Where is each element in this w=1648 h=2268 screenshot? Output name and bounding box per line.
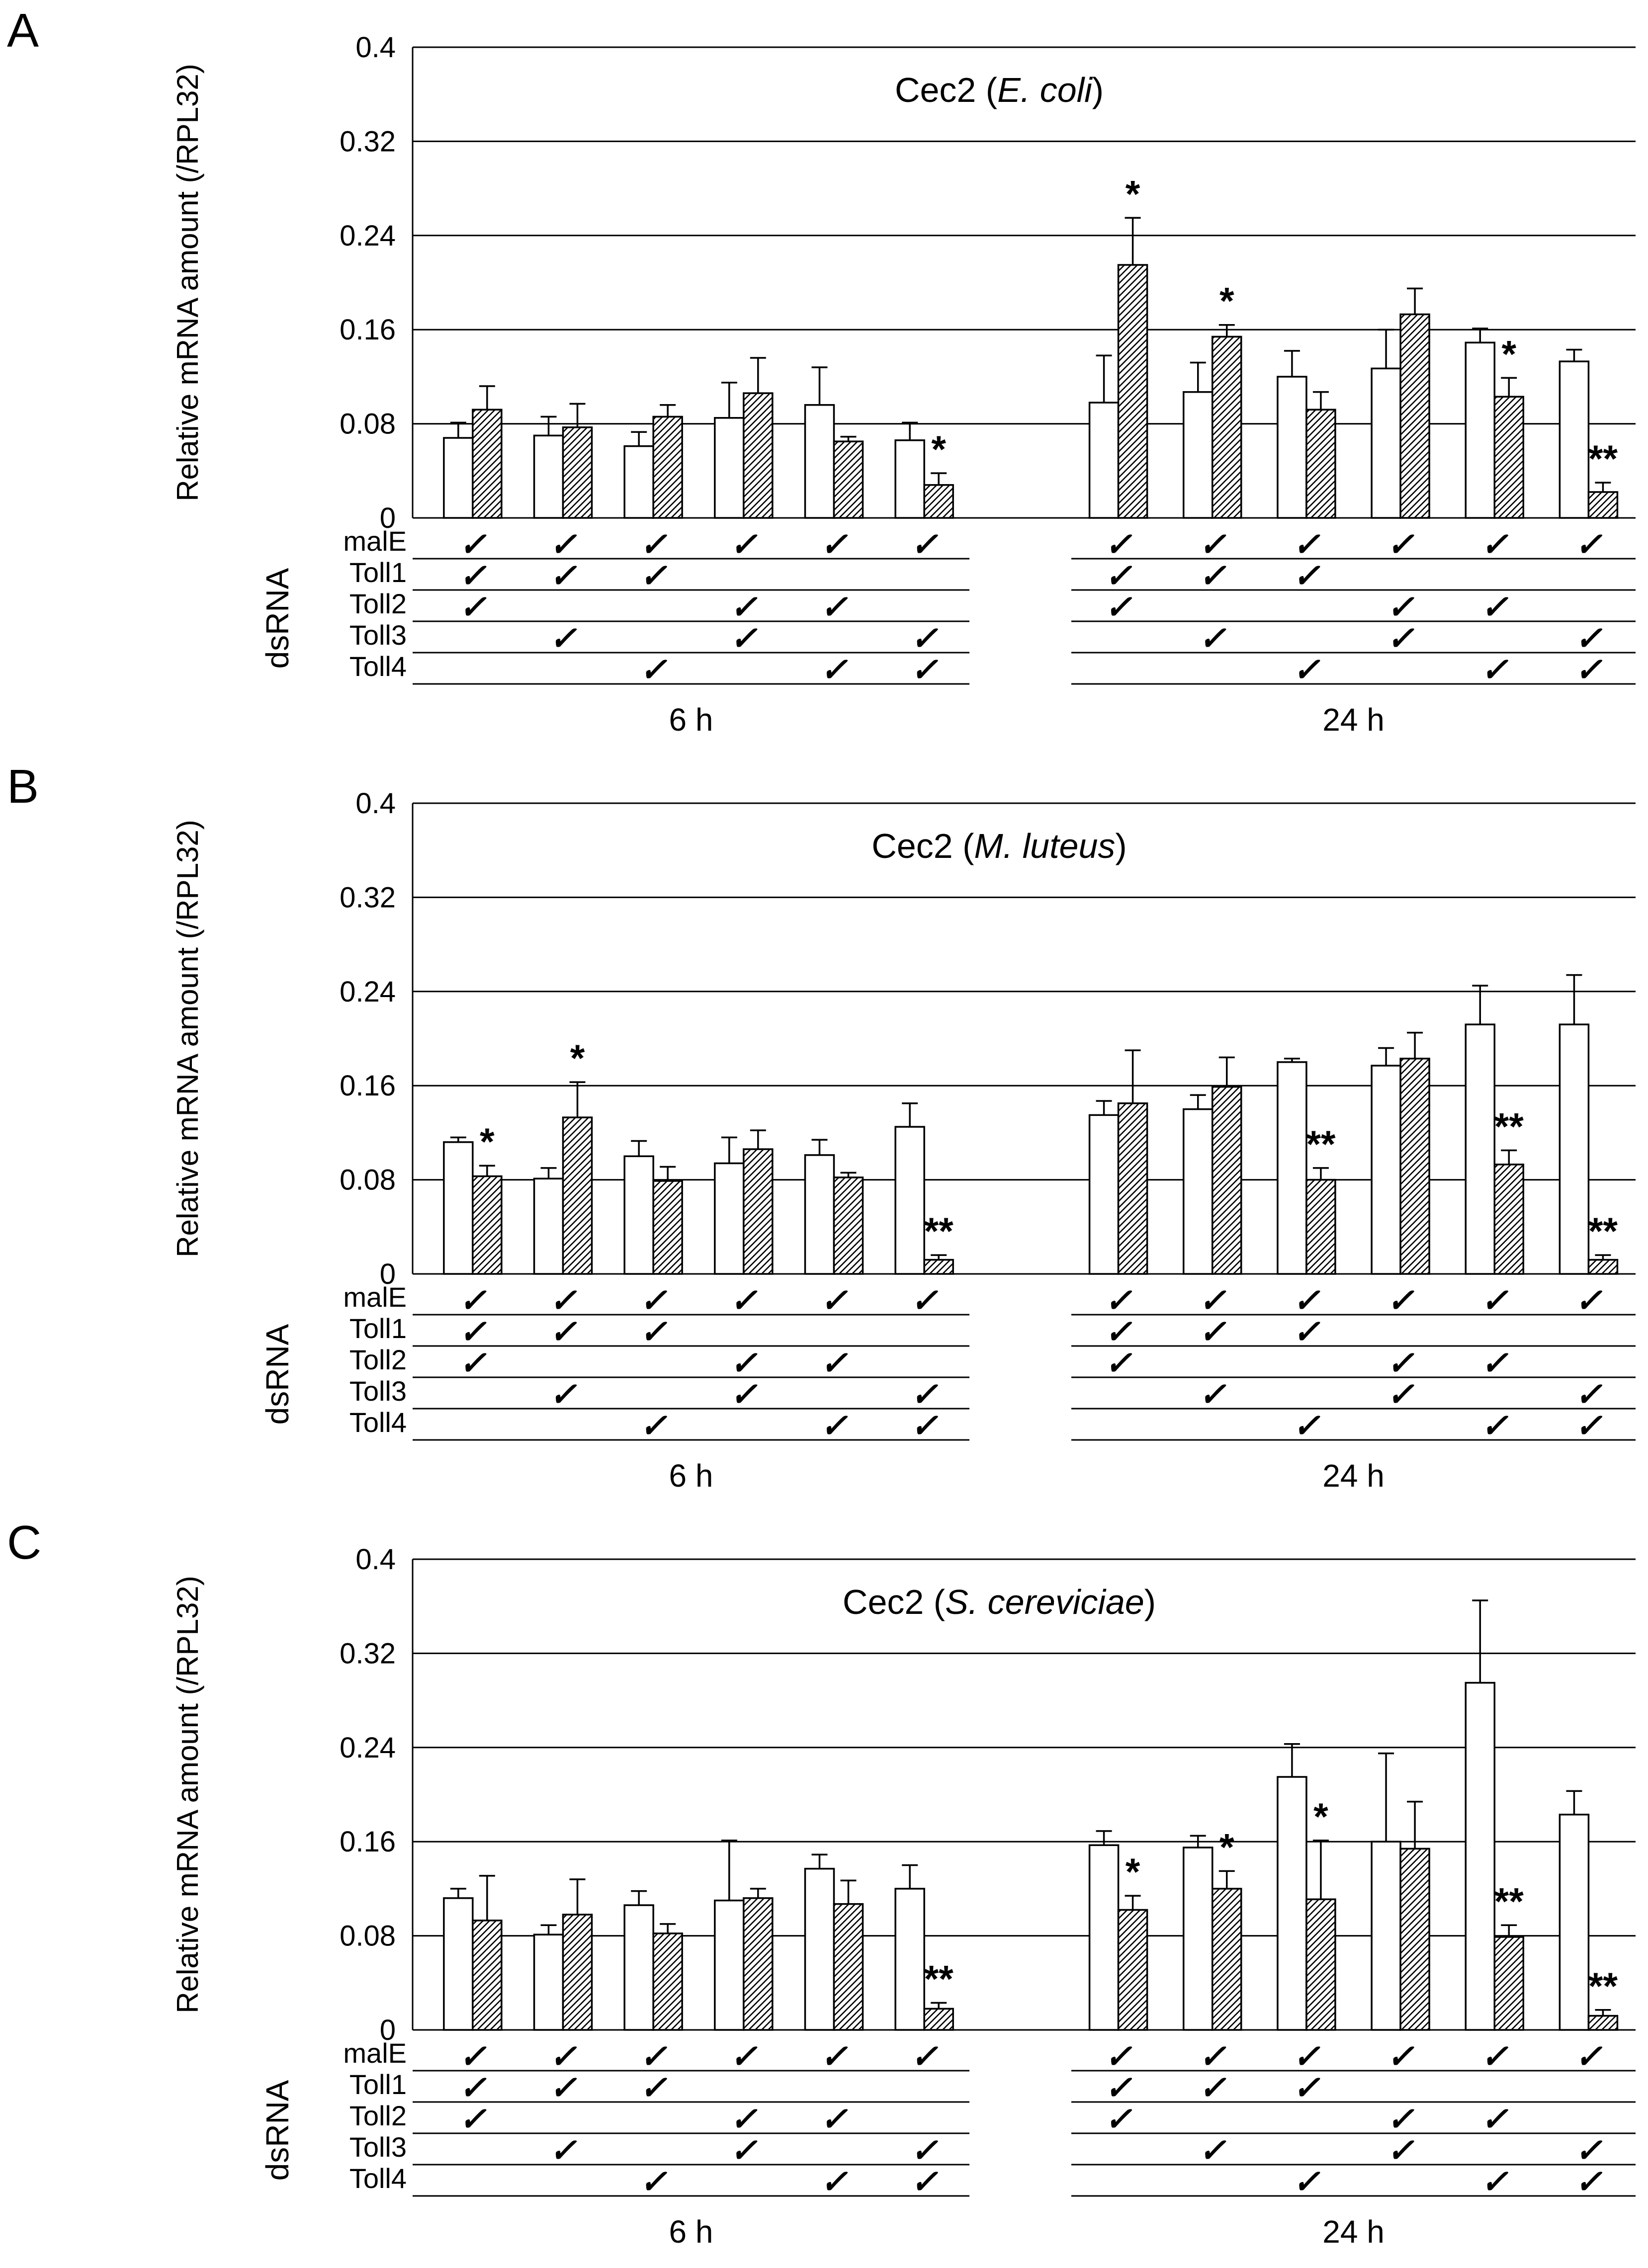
checkmark: ✓ — [1480, 2038, 1508, 2075]
treatment-bar — [834, 441, 863, 518]
time-label: 6 h — [669, 702, 713, 738]
checkmark: ✓ — [1104, 1282, 1132, 1319]
checkmark: ✓ — [1104, 1313, 1132, 1350]
control-bar — [1184, 1109, 1213, 1274]
checkmark: ✓ — [730, 2132, 758, 2169]
chart-title-prefix: Cec2 ( — [871, 827, 974, 865]
checkmark: ✓ — [459, 1344, 487, 1381]
panel-C — [0, 1512, 1648, 2268]
checkmark: ✓ — [1387, 588, 1414, 625]
checkmark: ✓ — [1387, 620, 1414, 657]
chart-title — [843, 1583, 1156, 1621]
checkmark: ✓ — [459, 1313, 487, 1350]
checkmark: ✓ — [459, 588, 487, 625]
checkmark: ✓ — [1199, 2069, 1226, 2106]
significance-marker: * — [1501, 333, 1517, 376]
checkmark: ✓ — [639, 1313, 667, 1350]
control-bar — [534, 1178, 563, 1274]
checkmark: ✓ — [1574, 1282, 1603, 1319]
treatment-bar — [563, 1915, 592, 2030]
checkmark: ✓ — [910, 1282, 938, 1319]
time-label: 24 h — [1322, 702, 1385, 738]
control-bar — [1278, 377, 1306, 518]
significance-marker: ** — [1306, 1123, 1336, 1166]
checkmark: ✓ — [910, 1407, 938, 1444]
checkmark: ✓ — [549, 1282, 577, 1319]
treatment-bar — [924, 2009, 953, 2030]
checkmark: ✓ — [820, 2163, 848, 2200]
treatment-bar — [744, 1898, 773, 2030]
control-bar — [895, 1889, 924, 2030]
checkmark: ✓ — [730, 620, 758, 657]
treatment-bar — [924, 485, 953, 518]
dsrna-axis-label: dsRNA — [260, 2080, 295, 2181]
chart-title-suffix: ) — [1115, 827, 1127, 865]
checkmark: ✓ — [1574, 2132, 1603, 2169]
treatment-bar — [1494, 1165, 1523, 1274]
treatment-bar — [473, 1176, 502, 1274]
y-tick-label: 0.32 — [340, 125, 396, 158]
checkmark: ✓ — [1199, 526, 1226, 563]
dsrna-axis-label: dsRNA — [260, 568, 295, 669]
checkmark: ✓ — [1104, 526, 1132, 563]
treatment-bar — [1119, 265, 1147, 518]
checkmark: ✓ — [1293, 526, 1320, 563]
treatment-bar — [834, 1904, 863, 2030]
significance-marker: * — [570, 1037, 585, 1080]
control-bar — [1278, 1777, 1306, 2030]
control-bar — [1466, 1683, 1494, 2030]
y-tick-label: 0.16 — [340, 314, 396, 346]
significance-marker: ** — [1494, 1880, 1524, 1923]
control-bar — [1090, 1845, 1119, 2030]
treatment-bar — [563, 427, 592, 518]
checkmark: ✓ — [459, 526, 487, 563]
control-bar — [1560, 1815, 1588, 2030]
checkmark: ✓ — [1199, 1313, 1226, 1350]
checkmark: ✓ — [639, 651, 667, 688]
treatment-bar — [653, 417, 682, 518]
chart-title-suffix: ) — [1092, 71, 1104, 109]
control-bar — [1466, 1024, 1494, 1274]
control-bar — [895, 440, 924, 518]
significance-marker: ** — [1494, 1105, 1524, 1148]
checkmark: ✓ — [820, 651, 848, 688]
checkmark: ✓ — [820, 2038, 848, 2075]
checkmark: ✓ — [1199, 1376, 1226, 1413]
dsrna-row-label: Toll2 — [349, 1344, 407, 1375]
checkmark: ✓ — [1480, 1407, 1508, 1444]
checkmark: ✓ — [1574, 1376, 1603, 1413]
checkmark: ✓ — [549, 1313, 577, 1350]
treatment-bar — [1306, 410, 1335, 518]
checkmark: ✓ — [1293, 557, 1320, 594]
checkmark: ✓ — [459, 2100, 487, 2137]
treatment-bar — [744, 1149, 773, 1274]
checkmark: ✓ — [1480, 588, 1508, 625]
control-bar — [534, 435, 563, 518]
significance-marker: ** — [1588, 1210, 1618, 1253]
checkmark: ✓ — [639, 2069, 667, 2106]
checkmark: ✓ — [1574, 1407, 1603, 1444]
panel-letter-C: C — [7, 1516, 42, 1569]
checkmark: ✓ — [1293, 2163, 1320, 2200]
dsrna-axis-label: dsRNA — [260, 1324, 295, 1425]
control-bar — [624, 1156, 653, 1274]
checkmark: ✓ — [820, 2100, 848, 2137]
checkmark: ✓ — [820, 1407, 848, 1444]
y-tick-label: 0.08 — [340, 1920, 396, 1952]
checkmark: ✓ — [1387, 2038, 1414, 2075]
checkmark: ✓ — [730, 1376, 758, 1413]
panel-A — [0, 0, 1648, 756]
checkmark: ✓ — [1387, 526, 1414, 563]
checkmark: ✓ — [730, 2038, 758, 2075]
dsrna-row-label: malE — [343, 1281, 407, 1313]
control-bar — [805, 1155, 834, 1274]
time-label: 24 h — [1322, 1458, 1385, 1494]
treatment-bar — [1119, 1103, 1147, 1274]
significance-marker: ** — [924, 1958, 954, 2001]
checkmark: ✓ — [1199, 2132, 1226, 2169]
y-tick-label: 0.16 — [340, 1070, 396, 1102]
chart-title — [871, 827, 1127, 865]
y-tick-label: 0.24 — [340, 219, 396, 252]
checkmark: ✓ — [1480, 651, 1508, 688]
checkmark: ✓ — [1293, 1313, 1320, 1350]
checkmark: ✓ — [820, 588, 848, 625]
treatment-bar — [834, 1177, 863, 1274]
checkmark: ✓ — [1199, 557, 1226, 594]
checkmark: ✓ — [910, 1376, 938, 1413]
treatment-bar — [1400, 1059, 1429, 1274]
checkmark: ✓ — [1480, 1344, 1508, 1381]
control-bar — [1184, 1848, 1213, 2030]
checkmark: ✓ — [1574, 651, 1603, 688]
significance-marker: * — [931, 428, 946, 471]
treatment-bar — [1588, 492, 1617, 518]
time-label: 6 h — [669, 2214, 713, 2250]
y-axis-label: Relative mRNA amount (/RPL32) — [171, 820, 204, 1258]
checkmark: ✓ — [1293, 651, 1320, 688]
checkmark: ✓ — [549, 2038, 577, 2075]
checkmark: ✓ — [1574, 2163, 1603, 2200]
checkmark: ✓ — [549, 620, 577, 657]
chart-title-prefix: Cec2 ( — [894, 71, 998, 109]
control-bar — [895, 1127, 924, 1274]
checkmark: ✓ — [459, 2069, 487, 2106]
chart-title — [895, 71, 1104, 109]
checkmark: ✓ — [730, 588, 758, 625]
control-bar — [1090, 403, 1119, 518]
dsrna-row-label: Toll4 — [349, 1407, 407, 1438]
treatment-bar — [1494, 397, 1523, 518]
treatment-bar — [1588, 1260, 1617, 1274]
time-label: 24 h — [1322, 2214, 1385, 2250]
chart-title-species: M. luteus — [974, 827, 1116, 865]
control-bar — [444, 438, 473, 518]
y-tick-label: 0.4 — [355, 1543, 396, 1576]
checkmark: ✓ — [1293, 1282, 1320, 1319]
checkmark: ✓ — [1199, 620, 1226, 657]
y-tick-label: 0.32 — [340, 881, 396, 914]
dsrna-row-label: Toll1 — [349, 2069, 407, 2100]
y-tick-label: 0.24 — [340, 975, 396, 1008]
control-bar — [1466, 342, 1494, 518]
checkmark: ✓ — [459, 2038, 487, 2075]
significance-marker: * — [1219, 280, 1234, 323]
significance-marker: * — [1125, 173, 1140, 216]
checkmark: ✓ — [910, 651, 938, 688]
control-bar — [1090, 1115, 1119, 1274]
checkmark: ✓ — [639, 557, 667, 594]
dsrna-row-label: malE — [343, 525, 407, 557]
chart-title-suffix: ) — [1144, 1583, 1156, 1621]
y-tick-label: 0.4 — [355, 31, 396, 64]
control-bar — [444, 1142, 473, 1274]
significance-marker: * — [1219, 1826, 1234, 1869]
dsrna-row-label: Toll1 — [349, 1313, 407, 1344]
checkmark: ✓ — [1387, 1376, 1414, 1413]
checkmark: ✓ — [639, 1282, 667, 1319]
y-tick-label: 0.08 — [340, 1164, 396, 1196]
treatment-bar — [1400, 1848, 1429, 2030]
checkmark: ✓ — [1480, 2100, 1508, 2137]
dsrna-row-label: Toll3 — [349, 619, 407, 651]
checkmark: ✓ — [459, 1282, 487, 1319]
control-bar — [1372, 1842, 1400, 2030]
y-tick-label: 0.4 — [355, 787, 396, 820]
y-tick-label: 0.24 — [340, 1731, 396, 1764]
treatment-bar — [1494, 1937, 1523, 2030]
control-bar — [624, 1905, 653, 2030]
control-bar — [805, 405, 834, 518]
y-axis-label: Relative mRNA amount (/RPL32) — [171, 64, 204, 502]
checkmark: ✓ — [1293, 2038, 1320, 2075]
dsrna-row-label: Toll1 — [349, 557, 407, 588]
dsrna-row-label: malE — [343, 2037, 407, 2069]
control-bar — [444, 1898, 473, 2030]
checkmark: ✓ — [910, 2163, 938, 2200]
checkmark: ✓ — [1387, 2100, 1414, 2137]
checkmark: ✓ — [1104, 588, 1132, 625]
checkmark: ✓ — [730, 2100, 758, 2137]
panel-C-chart — [0, 1512, 1648, 2268]
dsrna-row-label: Toll4 — [349, 651, 407, 682]
checkmark: ✓ — [820, 526, 848, 563]
checkmark: ✓ — [730, 526, 758, 563]
significance-marker: ** — [1588, 437, 1618, 480]
checkmark: ✓ — [910, 526, 938, 563]
y-axis-label: Relative mRNA amount (/RPL32) — [171, 1576, 204, 2014]
dsrna-row-label: Toll3 — [349, 2131, 407, 2163]
chart-title-species: S. cereviciae — [945, 1583, 1144, 1621]
treatment-bar — [473, 1921, 502, 2030]
checkmark: ✓ — [549, 526, 577, 563]
treatment-bar — [1400, 314, 1429, 518]
checkmark: ✓ — [1480, 526, 1508, 563]
control-bar — [624, 446, 653, 518]
treatment-bar — [1306, 1899, 1335, 2030]
control-bar — [1184, 392, 1213, 518]
checkmark: ✓ — [639, 2038, 667, 2075]
checkmark: ✓ — [1574, 2038, 1603, 2075]
checkmark: ✓ — [820, 1344, 848, 1381]
checkmark: ✓ — [1199, 2038, 1226, 2075]
significance-marker: * — [1313, 1795, 1328, 1838]
checkmark: ✓ — [730, 1282, 758, 1319]
control-bar — [1372, 1066, 1400, 1274]
dsrna-row-label: Toll4 — [349, 2163, 407, 2194]
treatment-bar — [1119, 1910, 1147, 2030]
panel-letter-A: A — [7, 4, 39, 57]
checkmark: ✓ — [549, 2132, 577, 2169]
checkmark: ✓ — [1104, 2069, 1132, 2106]
treatment-bar — [473, 410, 502, 518]
checkmark: ✓ — [910, 2038, 938, 2075]
control-bar — [715, 1163, 744, 1274]
control-bar — [1560, 361, 1588, 518]
chart-title-prefix: Cec2 ( — [842, 1583, 946, 1621]
control-bar — [534, 1934, 563, 2030]
y-tick-label: 0.16 — [340, 1826, 396, 1858]
treatment-bar — [924, 1260, 953, 1274]
dsrna-row-label: Toll2 — [349, 588, 407, 619]
checkmark: ✓ — [1104, 557, 1132, 594]
control-bar — [715, 1901, 744, 2030]
dsrna-row-label: Toll3 — [349, 1375, 407, 1407]
dsrna-row-label: Toll2 — [349, 2100, 407, 2131]
y-tick-label: 0 — [379, 502, 396, 534]
y-tick-label: 0 — [379, 2014, 396, 2046]
checkmark: ✓ — [910, 620, 938, 657]
checkmark: ✓ — [1480, 1282, 1508, 1319]
control-bar — [1372, 368, 1400, 518]
y-tick-label: 0.08 — [340, 408, 396, 440]
checkmark: ✓ — [639, 2163, 667, 2200]
significance-marker: ** — [1588, 1965, 1618, 2008]
checkmark: ✓ — [549, 1376, 577, 1413]
checkmark: ✓ — [1104, 2038, 1132, 2075]
checkmark: ✓ — [730, 1344, 758, 1381]
treatment-bar — [1213, 1087, 1241, 1274]
checkmark: ✓ — [1199, 1282, 1226, 1319]
checkmark: ✓ — [1480, 2163, 1508, 2200]
panel-letter-B: B — [7, 760, 39, 813]
checkmark: ✓ — [549, 557, 577, 594]
checkmark: ✓ — [1574, 526, 1603, 563]
treatment-bar — [1213, 336, 1241, 518]
checkmark: ✓ — [1293, 2069, 1320, 2106]
control-bar — [715, 418, 744, 518]
treatment-bar — [744, 393, 773, 518]
significance-marker: * — [480, 1121, 495, 1164]
checkmark: ✓ — [1104, 1344, 1132, 1381]
control-bar — [805, 1869, 834, 2030]
panel-B — [0, 756, 1648, 1512]
treatment-bar — [1306, 1180, 1335, 1274]
checkmark: ✓ — [820, 1282, 848, 1319]
significance-marker: * — [1125, 1851, 1140, 1894]
checkmark: ✓ — [1387, 2132, 1414, 2169]
y-tick-label: 0.32 — [340, 1637, 396, 1670]
control-bar — [1560, 1024, 1588, 1274]
chart-title-species: E. coli — [997, 71, 1092, 109]
checkmark: ✓ — [549, 2069, 577, 2106]
y-tick-label: 0 — [379, 1258, 396, 1290]
checkmark: ✓ — [1574, 620, 1603, 657]
checkmark: ✓ — [1104, 2100, 1132, 2137]
control-bar — [1278, 1062, 1306, 1274]
treatment-bar — [1588, 2016, 1617, 2030]
panel-A-chart — [0, 0, 1648, 756]
treatment-bar — [563, 1117, 592, 1274]
significance-marker: ** — [924, 1210, 954, 1253]
checkmark: ✓ — [1293, 1407, 1320, 1444]
treatment-bar — [653, 1933, 682, 2030]
checkmark: ✓ — [910, 2132, 938, 2169]
treatment-bar — [1213, 1889, 1241, 2030]
time-label: 6 h — [669, 1458, 713, 1494]
checkmark: ✓ — [639, 1407, 667, 1444]
panel-B-chart — [0, 756, 1648, 1512]
checkmark: ✓ — [459, 557, 487, 594]
checkmark: ✓ — [1387, 1282, 1414, 1319]
treatment-bar — [653, 1181, 682, 1274]
checkmark: ✓ — [1387, 1344, 1414, 1381]
checkmark: ✓ — [639, 526, 667, 563]
